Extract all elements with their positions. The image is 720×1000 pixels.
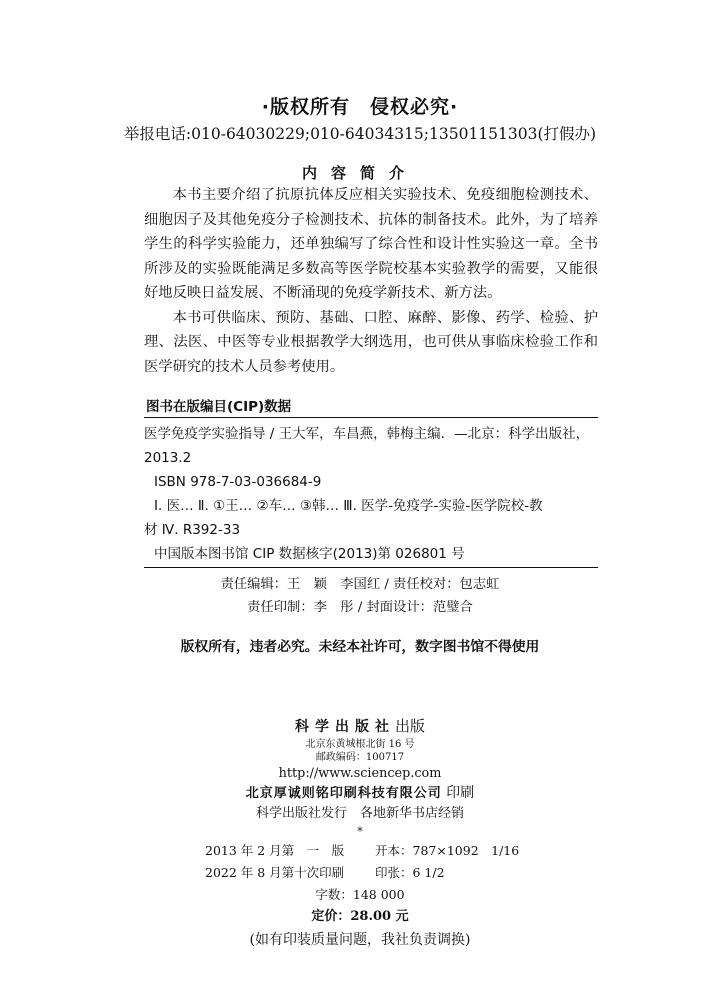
editors-line: 责任印制：李 彤 / 封面设计：范璧合: [247, 600, 473, 615]
editors-block: [0, 573, 720, 619]
printer-suffix: 印刷: [446, 785, 475, 801]
distribution-line: 科学出版社发行 各地新华书店经销: [255, 806, 464, 821]
copyright-title: ·版权所有 侵权必究·: [261, 96, 459, 118]
publisher-address: 北京东黄城根北街 16 号: [305, 739, 415, 750]
sheets-info: 印张：6 1/2: [375, 865, 445, 880]
printer-line: [0, 783, 720, 804]
price: 定价：28.00 元: [311, 909, 409, 924]
cip-line: 2013.2: [144, 450, 192, 466]
intro-paragraph: 本书可供临床、预防、基础、口腔、麻醉、影像、药学、检验、护理、法医、中医等专业根据教学大纲选用，也可供从事临床检验工作和医学研究的技术人员参考使用。: [144, 309, 598, 375]
publisher-block: [0, 715, 720, 840]
cip-top-rule: [144, 417, 598, 418]
cip-block: [144, 422, 598, 566]
intro-title: 内容简介: [301, 164, 418, 182]
word-count: 字数：148 000: [315, 887, 405, 902]
printing-info: 2022 年 8 月第十次印刷: [205, 865, 345, 880]
edition-row: [0, 840, 720, 862]
publisher-suffix: 出版: [394, 717, 425, 735]
book-format: 开本：787×1092 1/16: [375, 843, 520, 858]
cip-bottom-rule: [144, 567, 598, 568]
publisher-name: 科学出版社: [294, 719, 395, 735]
report-phone-line: 举报电话:010-64030229;010-64034315;13501151303(打假办): [123, 125, 597, 143]
cip-line: Ⅰ. 医… Ⅱ. ①王… ②车… ③韩… Ⅲ. 医学-免疫学-实验-医学院校-教: [154, 498, 543, 514]
publisher-line: [0, 715, 720, 738]
cip-heading: 图书在版编目(CIP)数据: [146, 399, 292, 415]
publisher-postcode: 邮政编码：100717: [315, 752, 405, 763]
first-edition: 2013 年 2 月第 一 版: [205, 843, 345, 858]
star-mark: *: [357, 825, 363, 838]
copyright-notice: 版权所有，违者必究。未经本社许可，数字图书馆不得使用: [180, 639, 540, 655]
quality-note: (如有印装质量问题，我社负责调换): [249, 932, 471, 948]
cip-line: ISBN 978-7-03-036684-9: [154, 474, 322, 490]
editors-line: 责任编辑：王 颖 李国红 / 责任校对：包志虹: [220, 577, 500, 592]
intro-body: [144, 183, 598, 379]
publisher-url[interactable]: http://www.sciencep.com: [278, 766, 442, 781]
intro-paragraph: 本书主要介绍了抗原抗体反应相关实验技术、免疫细胞检测技术、细胞因子及其他免疫分子检测技术、抗体的制备技术。此外，为了培养学生的科学实验能力，还单独编写了综合性和设计性实验这一章。全书所涉及的实验既能满足多数高等医学院校基本实验教学的需要，又能很好地反映日益发展、不断涌现的免疫学新技术、新方法。: [144, 187, 598, 301]
edition-block: [0, 840, 720, 952]
cip-line: 中国版本图书馆 CIP 数据核字(2013)第 026801 号: [154, 546, 465, 562]
printer-name: 北京厚诚则铭印刷科技有限公司: [245, 786, 442, 801]
printing-row: [0, 862, 720, 884]
cip-line: 材 Ⅳ. R392-33: [144, 522, 241, 538]
cip-line: 医学免疫学实验指导 / 王大军，车昌燕，韩梅主编．—北京：科学出版社，: [144, 426, 590, 442]
